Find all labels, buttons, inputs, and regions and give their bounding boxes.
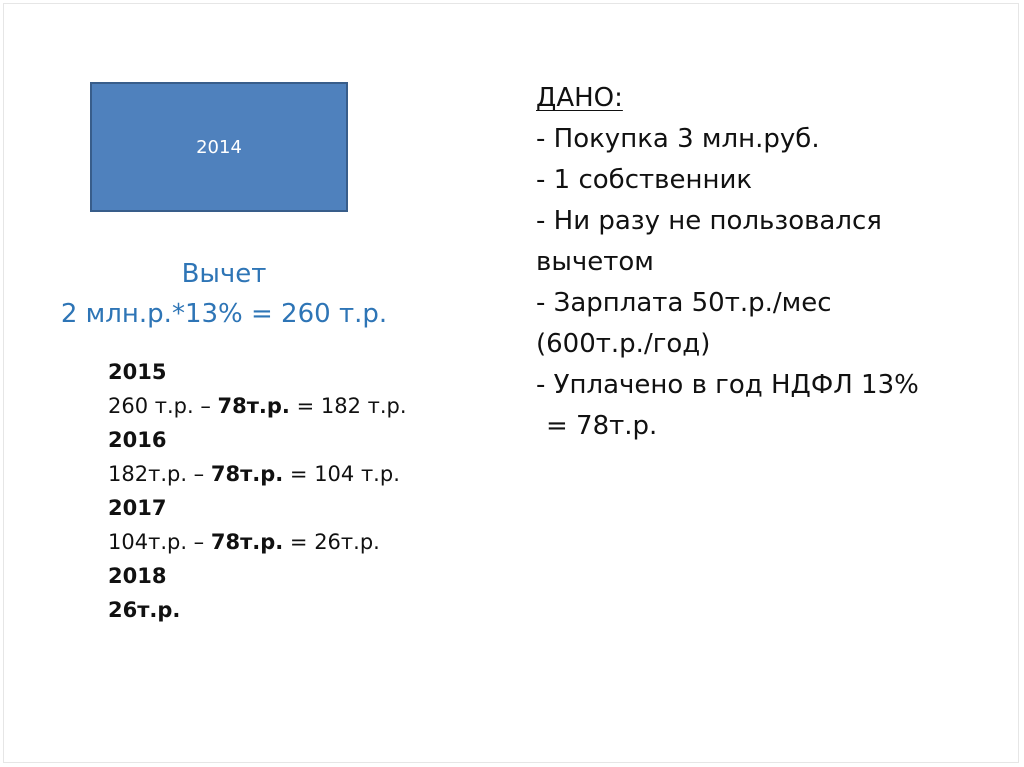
final-amount: 26т.р. xyxy=(108,598,181,622)
given-line: - Зарплата 50т.р./мес xyxy=(536,288,832,318)
deduction-formula: 2 млн.р.*13% = 260 т.р. xyxy=(60,299,388,329)
given-title: ДАНО: xyxy=(536,83,623,113)
calc-year: 2015 xyxy=(108,360,167,384)
calc-line xyxy=(108,457,407,491)
year-box-label: 2014 xyxy=(196,136,242,158)
final-year: 2018 xyxy=(108,564,167,588)
year-box xyxy=(90,82,348,212)
calc-line xyxy=(108,525,407,559)
calc-result: = 104 т.р. xyxy=(283,462,400,486)
deduction-block xyxy=(44,254,404,334)
given-line: вычетом xyxy=(536,247,654,277)
given-line: - Покупка 3 млн.руб. xyxy=(536,124,820,154)
deduction-title: Вычет xyxy=(181,259,267,289)
given-line: - 1 собственник xyxy=(536,165,753,195)
calc-minus: 78т.р. xyxy=(217,394,290,418)
calc-start: 104т.р. – xyxy=(108,530,211,554)
calc-result: = 26т.р. xyxy=(283,530,380,554)
calc-start: 182т.р. – xyxy=(108,462,211,486)
calc-year: 2017 xyxy=(108,496,167,520)
given-block xyxy=(536,78,919,447)
calc-year: 2016 xyxy=(108,428,167,452)
yearly-calculation xyxy=(108,355,407,627)
given-line: = 78т.р. xyxy=(546,411,658,441)
calc-start: 260 т.р. – xyxy=(108,394,218,418)
calc-minus: 78т.р. xyxy=(210,530,284,554)
given-line: - Ни разу не пользовался xyxy=(536,206,882,236)
slide xyxy=(3,3,1019,763)
calc-line xyxy=(108,389,407,423)
given-line: - Уплачено в год НДФЛ 13% xyxy=(536,370,919,400)
calc-minus: 78т.р. xyxy=(210,462,284,486)
given-line: (600т.р./год) xyxy=(536,329,711,359)
calc-result: = 182 т.р. xyxy=(289,394,407,418)
